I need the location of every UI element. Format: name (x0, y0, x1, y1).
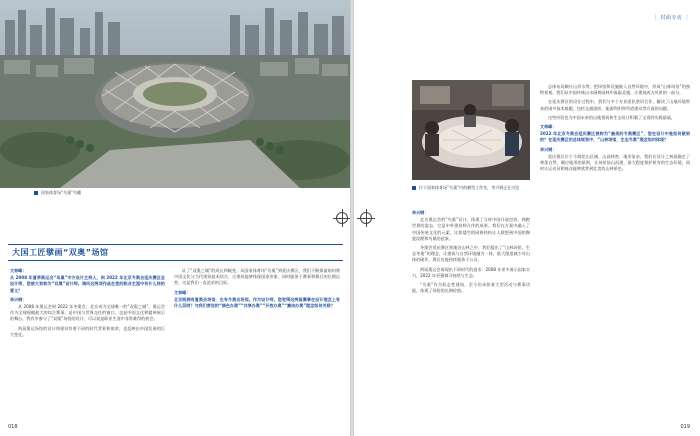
article-title: 大国工匠擘画“双奥”场馆 (12, 248, 109, 257)
body-paragraph: 证了“双奥之城”的成长和蜕变。从国家体育场“鸟巢”到延庆赛区，我们不断探索如何将中国文化与当代建筑技术结合，让建筑能够体现国家形象，同时服务于赛事和赛后的长期运营，这是我们一直追求的目标。 (174, 268, 340, 286)
speaker-label: 李兴钢： (540, 146, 557, 152)
left-caption-text: 国家体育场“鸟巢”鸟瞰 (41, 190, 82, 195)
right-photo-caption (412, 185, 519, 191)
right-page (354, 0, 700, 436)
model-workshop-photo (412, 80, 530, 180)
page-number-right: 019 (680, 424, 690, 430)
speaker-label: 李兴钢： (412, 210, 429, 215)
body-paragraph: 在延庆赛区的设计过程中，我们与多个专业团队密切合作，解决了山地环境带来的诸多技术难题，包括交通组织、能源利用和雪道建设等方面的问题。 (540, 99, 690, 111)
registration-mark-left (336, 212, 348, 224)
speaker-label: 李兴钢： (10, 296, 27, 302)
title-rule-top (8, 244, 343, 245)
section-tag: ｜ 封面专访 ｜ (652, 15, 690, 21)
answer-paragraph: 从 2008 年奥运会到 2022 年冬奥会，北京成为全球唯一的“双奥之城”。奥运会作为全球规模最大的综合赛事，是中国与世界交往的窗口，也是中国文化和精神展示的舞台。我有幸参与了“双奥”场馆的设计，可以说是职业生涯中非常难得的机会。 (10, 304, 165, 322)
right-column-right (540, 84, 690, 175)
right-column-left (412, 210, 530, 297)
answer-paragraph: 两届奥运场馆的设计和建设有着不同的时代背景和使命，也反映出中国发展的巨大变化。 (10, 325, 165, 337)
answer-paragraph: “鸟巢”作为标志性建筑，至今仍承担着大型活动与赛事功能，体现了场馆的长期价值。 (412, 282, 530, 294)
caption-marker (34, 191, 38, 195)
body-paragraph: 总体布局顺应山形水势，把场馆和设施嵌入自然环境中，形成“山林场馆”的独特景观。我们从中国传统山水画和园林中汲取灵感，让建筑成为风景的一部分。 (540, 84, 690, 96)
left-photo-caption (34, 190, 81, 196)
speaker-label: 文林峰： (540, 124, 557, 130)
answer-paragraph: 两届奥运会体现出不同时代的追求：2008 年更多展示国家实力，2022 年更强调可持续与生态。 (412, 266, 530, 278)
body-paragraph: 这些经验也为中国未来的山地建筑和生态设计积累了宝贵的实践基础。 (548, 114, 675, 120)
question-text: 2022 年北京冬奥会延庆赛区被称为“最美的冬奥赛区”，您在设计中是如何做到的？在延庆赛区的总体规划中，“山林场馆，生态冬奥”理念如何体现？ (540, 131, 690, 143)
speaker-label: 文林峰： (10, 268, 27, 273)
answer-paragraph: 延庆赛区位于小海坨山区域，山高林密、地形复杂。我们在设计之初就确定了尊重自然、顺应地形的原则，让场馆依山而建，最大程度保护原有的生态环境，同时让运动员和观众能够欣赏到壮美的山林景色。 (540, 153, 690, 172)
answer-paragraph: 北京奥运会的“鸟巢”设计，体现了当时中国开放包容、拥抱世界的姿态，它是中外建筑师合作的成果。我们在方案中融入了中国传统文化的元素，比如镂空的网格结构让人联想到中国的陶瓷纹理和鸟巢的意象。 (412, 217, 530, 241)
page-number-left: 018 (8, 424, 18, 430)
birds-nest-aerial-photo (0, 0, 350, 188)
right-caption-text: 位于国家体育场“鸟巢”内的模型工作室，李兴钢正在讨论 (419, 185, 520, 190)
left-column-2 (174, 268, 340, 312)
question-text: 北京既拥有夏奥会场馆，也有冬奥会场馆。作为设计师，您觉得这两届赛事在设计理念上有什么异同？与我们常说的“绿色办奥”“共享办奥”“开放办奥”“廉洁办奥”理念如何关联？ (174, 296, 340, 309)
registration-mark-right (360, 212, 372, 224)
speaker-label: 文林峰： (174, 289, 191, 295)
left-column-1 (10, 268, 165, 341)
title-rule-bottom (8, 260, 343, 261)
question-text: 从 2008 年夏季奥运会“鸟巢”中方设计主持人，到 2022 年北京冬奥会延庆赛区总设计师，您被大家称为“双奥”设计师。请问这两项作品在您的职业生涯中有什么样的意义？ (10, 275, 165, 293)
answer-paragraph: 冬奥会延庆赛区则地处山林之中，我们提出了“山林场馆，生态冬奥”的理念，让建筑与自然环境融为一体，最大限度减少对山体的破坏，赛后也能持续服务于公众。 (412, 245, 530, 263)
caption-marker (412, 186, 416, 190)
